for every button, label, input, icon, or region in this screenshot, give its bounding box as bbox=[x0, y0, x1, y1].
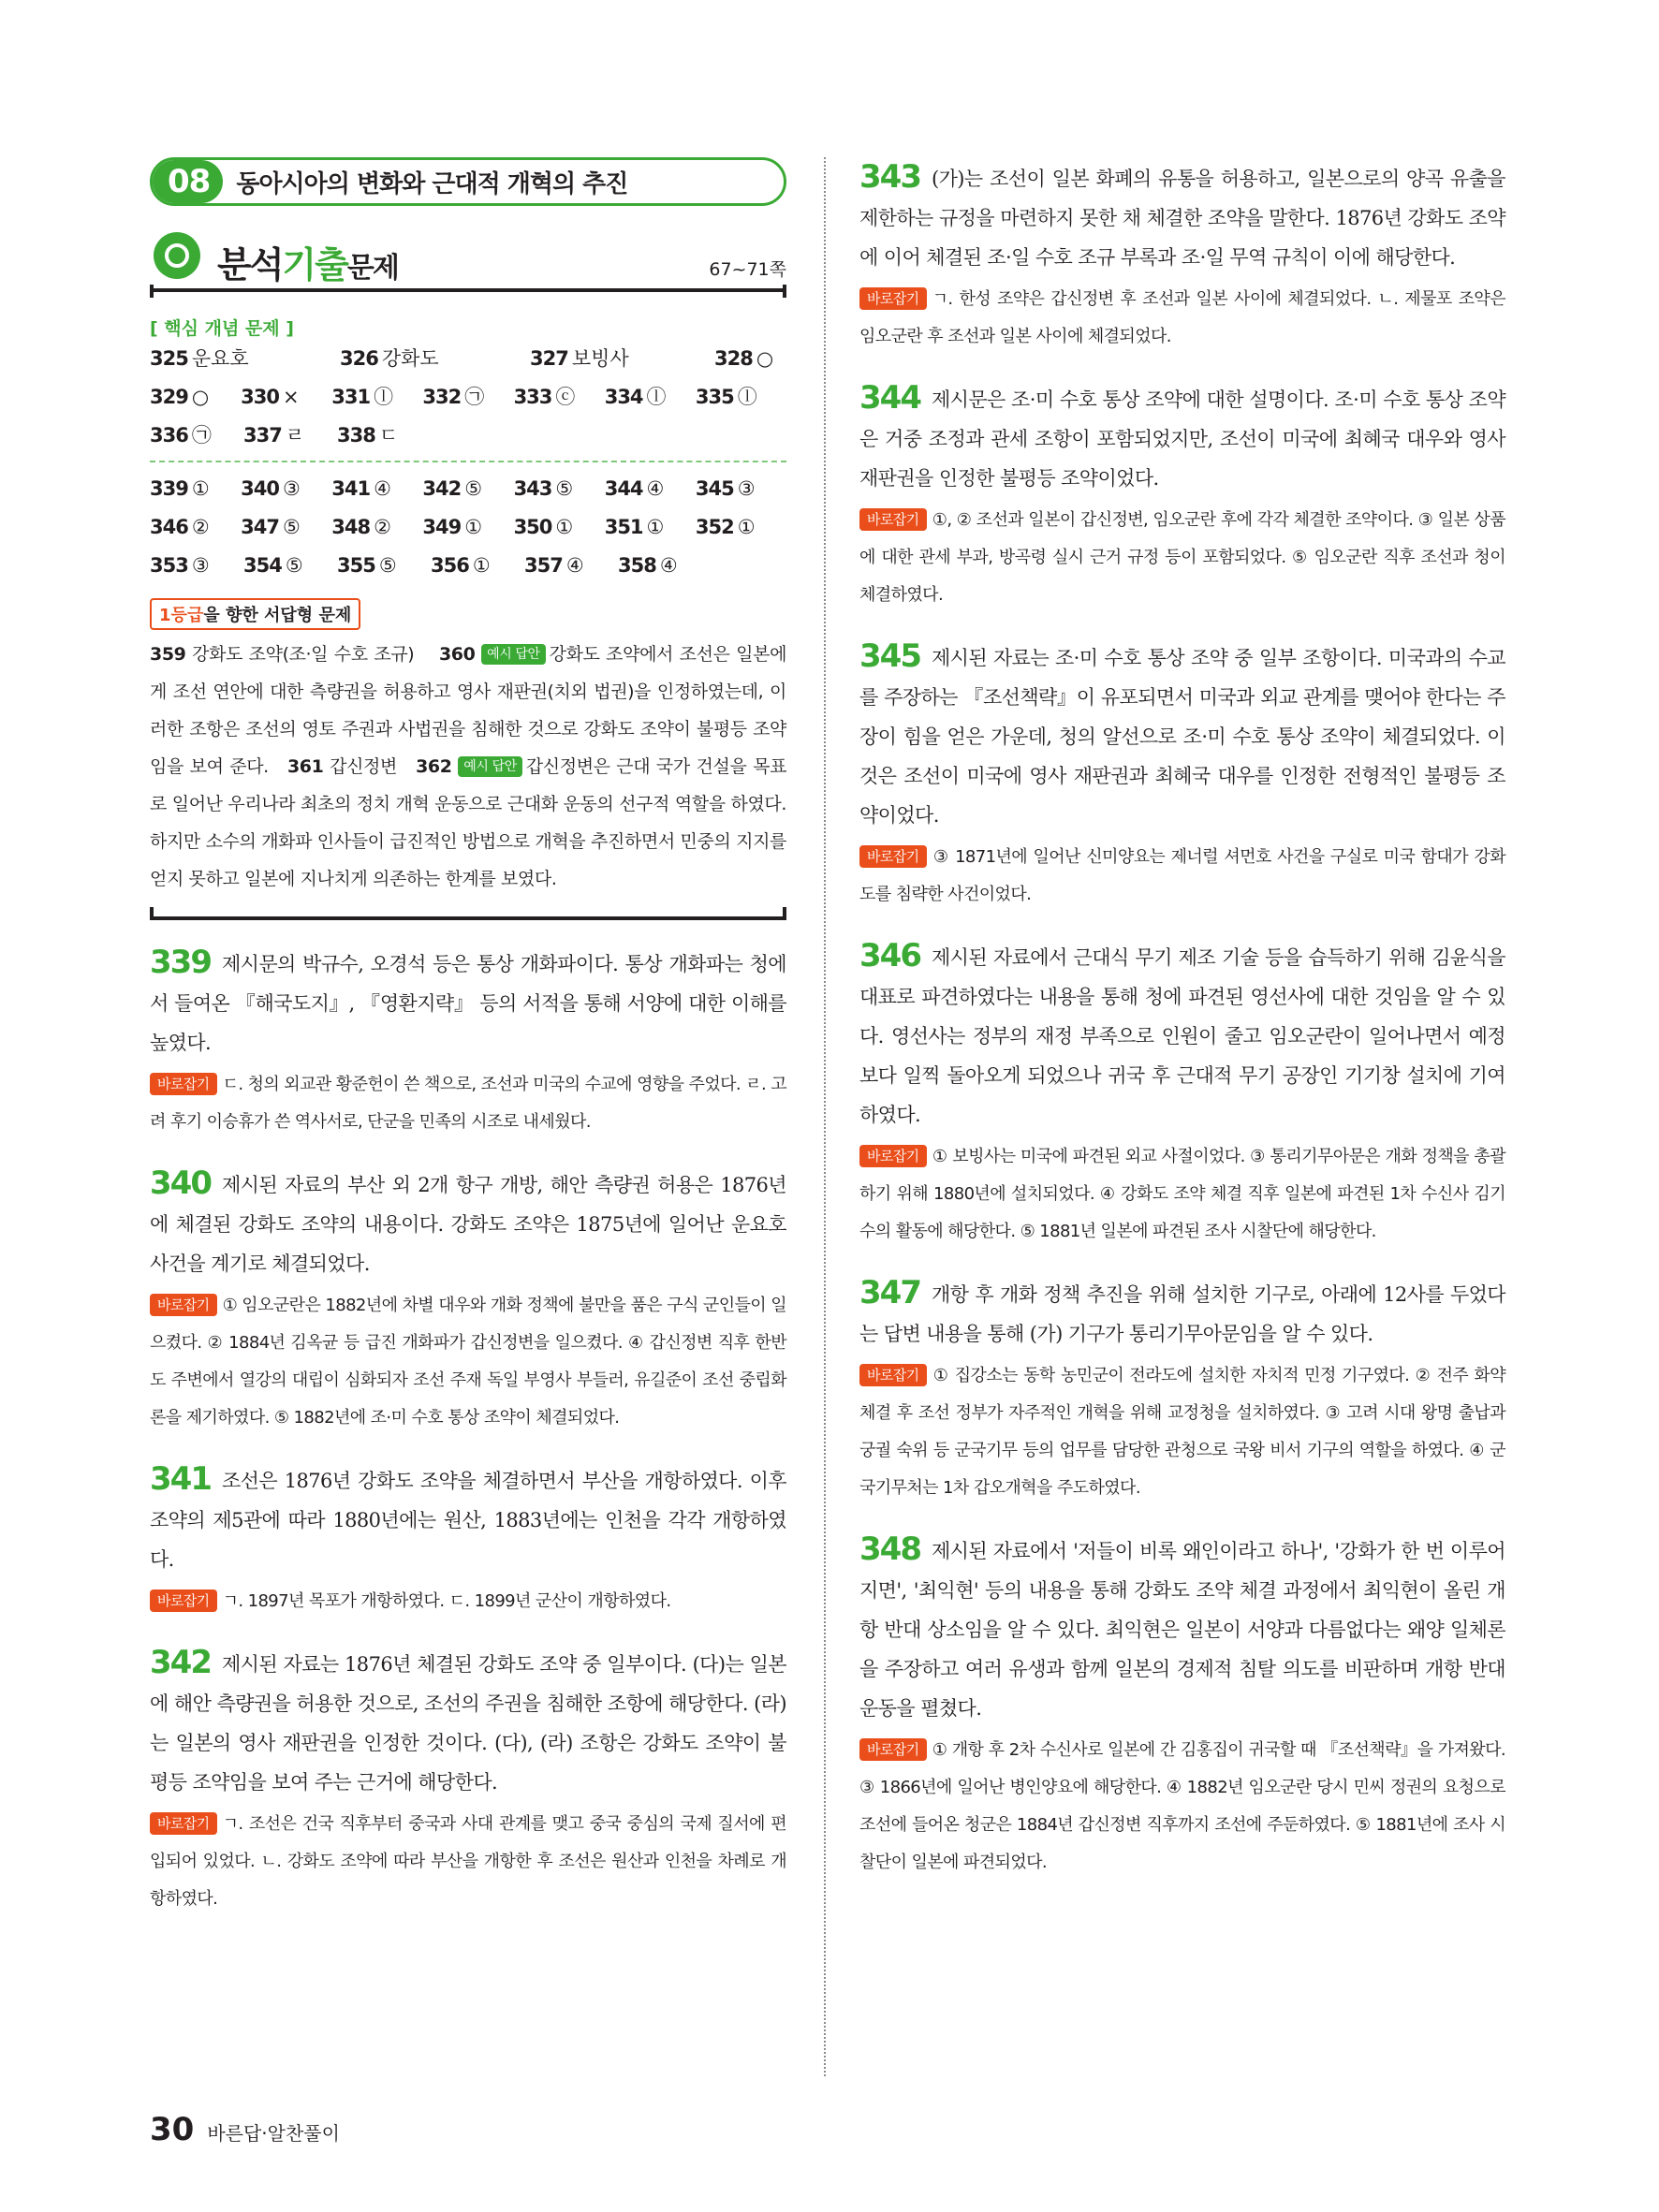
correction-tag: 바로잡기 bbox=[150, 1073, 217, 1095]
answer-item: 351 ① bbox=[604, 516, 665, 538]
correction-note: 바로잡기 ①, ② 조선과 일본이 갑신정변, 임오군란 후에 각각 체결한 조약이다. ③ 일본 상품에 대한 관세 부과, 방곡령 실시 근거 규정 등이 포함되었다. ⑤ 임오군란 직후 조선과 청이 체결하였다. bbox=[859, 510, 1505, 605]
correction-tag: 바로잡기 bbox=[859, 1145, 927, 1167]
right-column bbox=[859, 157, 1505, 1882]
question-number: 341 bbox=[150, 1460, 211, 1498]
answer-item: 340 ③ bbox=[241, 477, 301, 500]
explanation-item bbox=[859, 936, 1505, 1251]
explanation-item bbox=[859, 1530, 1505, 1882]
page-range: 67~71쪽 bbox=[709, 259, 786, 280]
answer-divider bbox=[150, 461, 786, 462]
explanation-text: 342 제시된 자료는 1876년 체결된 강화도 조약 중 일부이다. (다)는 일본에 해안 측량권을 허용한 것으로, 조선의 주권을 침해한 조항에 해당한다. (라)는 일본의 영사 재판권을 인정한 것이다. (다), (라) 조항은 강화도 조약이 불평등 조약임을 보여 주는 근거에 해당한다. bbox=[150, 1644, 786, 1794]
section-end-rule bbox=[150, 907, 786, 920]
correction-tag: 바로잡기 bbox=[859, 287, 927, 310]
question-number: 343 bbox=[859, 158, 920, 196]
question-number: 347 bbox=[859, 1274, 920, 1311]
answer-item: 350 ① bbox=[513, 516, 574, 538]
answer-item: 341 ④ bbox=[331, 477, 391, 500]
explanation-text: 344 제시문은 조·미 수호 통상 조약에 대한 설명이다. 조·미 수호 통상 조약은 거중 조정과 관세 조항이 포함되었지만, 조선이 미국에 최혜국 대우와 영사 재판권을 인정한 불평등 조약이었다. bbox=[859, 379, 1505, 490]
answer-item: 326 강화도 bbox=[340, 347, 439, 370]
explanation-text: 345 제시된 자료는 조·미 수호 통상 조약 중 일부 조항이다. 미국과의 수교를 주장하는 『조선책략』이 유포되면서 미국과 외교 관계를 맺어야 한다는 주장이 힘을 얻은 가운데, 청의 알선으로 조·미 수호 통상 조약이 체결되었다. 이것은 조선이 미국에 영사 재판권과 최혜국 대우를 인정한 전형적인 불평등 조약이었다. bbox=[859, 637, 1505, 827]
answer-item: 333 ⓒ bbox=[513, 386, 576, 408]
answer-item: 349 ① bbox=[422, 516, 483, 538]
question-number: 339 bbox=[150, 944, 211, 981]
section-banner bbox=[150, 157, 786, 206]
page-footer bbox=[150, 2111, 340, 2148]
analysis-logo-icon bbox=[150, 227, 210, 283]
question-number: 340 bbox=[150, 1165, 211, 1202]
answer-item: 343 ⑤ bbox=[513, 477, 574, 500]
explanation-item bbox=[859, 378, 1505, 614]
explanation-text: 348 제시된 자료에서 '저들이 비록 왜인이라고 하나', '강화가 한 번 이루어지면', '최익현' 등의 내용을 통해 강화도 조약 체결 과정에서 최익현이 올린 개항 반대 상소임을 알 수 있다. 최익현은 일본이 서양과 다름없다는 왜양 일체론을 주장하고 여러 유생과 함께 일본의 경제적 침탈 의도를 비판하며 개항 반대 운동을 펼쳤다. bbox=[859, 1531, 1505, 1720]
explanation-item bbox=[150, 943, 786, 1141]
answer-item: 357 ④ bbox=[524, 554, 584, 577]
explanation-item bbox=[859, 1273, 1505, 1507]
answer-item: 353 ③ bbox=[150, 554, 210, 577]
question-number: 344 bbox=[859, 379, 920, 417]
explanation-text: 347 개항 후 개화 정책 추진을 위해 설치한 기구로, 아래에 12사를 두었다는 답변 내용을 통해 (가) 기구가 통리기무아문임을 알 수 있다. bbox=[859, 1274, 1505, 1345]
footer-text: 바른답·알찬풀이 bbox=[207, 2122, 340, 2145]
explanation-text: 343 (가)는 조선이 일본 화폐의 유통을 허용하고, 일본으로의 양곡 유출을 제한하는 규정을 마련하지 못한 채 체결한 조약을 말한다. 1876년 강화도 조약에 이어 체결된 조·일 수호 조규 부록과 조·일 무역 규칙이 이에 해당한다. bbox=[859, 158, 1505, 269]
correction-tag: 바로잡기 bbox=[150, 1812, 217, 1835]
answer-item: 344 ④ bbox=[604, 477, 665, 500]
explanations-left bbox=[150, 943, 786, 1918]
explanation-item bbox=[150, 1164, 786, 1437]
answer-row bbox=[150, 470, 786, 508]
question-number: 346 bbox=[859, 937, 920, 974]
answer-item: 347 ⑤ bbox=[241, 516, 301, 538]
answer-row bbox=[150, 340, 786, 378]
answer-item: 354 ⑤ bbox=[243, 554, 303, 577]
explanation-text: 341 조선은 1876년 강화도 조약을 체결하면서 부산을 개항하였다. 이후 조약의 제5관에 따라 1880년에는 원산, 1883년에는 인천을 각각 개항하였다. bbox=[150, 1460, 786, 1571]
answer-item: 355 ⑤ bbox=[337, 554, 397, 577]
example-answer-badge: 예시 답안 bbox=[458, 756, 522, 777]
correction-note: 바로잡기 ① 보빙사는 미국에 파견된 외교 사절이었다. ③ 통리기무아문은 개화 정책을 총괄하기 위해 1880년에 설치되었다. ④ 강화도 조약 체결 직후 일본에 파견된 1차 수신사 김기수의 활동에 해당한다. ⑤ 1881년 일본에 파견된 조사 시찰단에 해당한다. bbox=[859, 1147, 1505, 1241]
correction-tag: 바로잡기 bbox=[859, 1738, 927, 1761]
correction-note: 바로잡기 ① 집강소는 동학 농민군이 전라도에 설치한 자치적 민정 기구였다. ② 전주 화약 체결 후 조선 정부가 자주적인 개혁을 위해 교정청을 설치하였다. ③ 고려 시대 왕명 출납과 궁궐 숙위 등 군국기무 등의 업무를 담당한 관청으로 국왕 비서 기구의 역할을 하였다. ④ 군국기무처는 1차 갑오개혁을 주도하였다. bbox=[859, 1366, 1505, 1498]
left-column bbox=[150, 157, 786, 1918]
correction-note: 바로잡기 ㄱ. 한성 조약은 갑신정변 후 조선과 일본 사이에 체결되었다. ㄴ. 제물포 조약은 임오군란 후 조선과 일본 사이에 체결되었다. bbox=[859, 289, 1505, 346]
answer-item: 327 보빙사 bbox=[530, 347, 629, 370]
question-number: 348 bbox=[859, 1531, 920, 1568]
short-answer-block: 359 강화도 조약(조·일 수호 조규) 360 예시 답안 강화도 조약에서 조선은 일본에게 조선 연안에 대한 측량권을 허용하고 영사 재판권(치외 법권)을 인정하였는데, 이러한 조항은 조선의 영토 주권과 사법권을 침해한 것으로 강화도 조약이 불평등 조약임을 보여 준다. 361 갑신정변 362 예시 답안 갑신정변은 근대 국가 건설을 목표로 일어난 우리나라 최초의 정치 개혁 운동으로 근대화 운동의 선구적 역할을 하였다. 하지만 소수의 개화파 인사들이 급진적인 방법으로 개혁을 추진하면서 민중의 지지를 얻지 못하고 일본에 지나치게 의존하는 한계를 보였다. bbox=[150, 644, 787, 889]
correction-note: 바로잡기 ① 개항 후 2차 수신사로 일본에 간 김홍집이 귀국할 때 『조선책략』을 가져왔다. ③ 1866년에 일어난 병인양요에 해당한다. ④ 1882년 임오군란 당시 민씨 정권의 요청으로 조선에 들어온 청군은 1884년 갑신정변 직후까지 조선에 주둔하였다. ⑤ 1881년에 조사 시찰단이 일본에 파견되었다. bbox=[859, 1740, 1505, 1872]
answer-grid bbox=[150, 340, 786, 585]
answer-item: 342 ⑤ bbox=[422, 477, 483, 500]
question-number: 342 bbox=[150, 1644, 211, 1681]
explanation-text: 340 제시된 자료의 부산 외 2개 항구 개방, 해안 측량권 허용은 1876년에 체결된 강화도 조약의 내용이다. 강화도 조약은 1875년에 일어난 운요호 사건을 계기로 체결되었다. bbox=[150, 1165, 786, 1275]
answer-item: 336 ㉠ bbox=[150, 424, 212, 447]
explanation-item bbox=[150, 1643, 786, 1918]
explanations-right bbox=[859, 157, 1505, 1882]
answer-item: 329 ○ bbox=[150, 386, 210, 408]
answer-item: 338 ㄷ bbox=[337, 424, 399, 447]
explanation-item bbox=[150, 1459, 786, 1620]
page-number: 30 bbox=[150, 2111, 195, 2148]
column-divider bbox=[824, 157, 826, 2076]
analysis-header bbox=[150, 227, 786, 292]
grade-label: 1등급을 향한 서답형 문제 bbox=[150, 598, 360, 630]
correction-note: 바로잡기 ㄱ. 1897년 목포가 개항하였다. ㄷ. 1899년 군산이 개항하였다. bbox=[150, 1583, 786, 1620]
section-title: 동아시아의 변화와 근대적 개혁의 추진 bbox=[236, 169, 628, 198]
answer-row bbox=[150, 378, 786, 417]
answer-item: 325 운요호 bbox=[150, 347, 249, 370]
example-answer-badge: 예시 답안 bbox=[481, 644, 546, 665]
explanation-text: 339 제시문의 박규수, 오경석 등은 통상 개화파이다. 통상 개화파는 청에서 들여온 『해국도지』, 『영환지략』 등의 서적을 통해 서양에 대한 이해를 높였다. bbox=[150, 944, 786, 1054]
answer-item: 348 ② bbox=[331, 516, 391, 538]
correction-tag: 바로잡기 bbox=[150, 1294, 217, 1316]
answer-item: 337 ㄹ bbox=[243, 424, 305, 447]
correction-note: 바로잡기 ㄷ. 청의 외교관 황준헌이 쓴 책으로, 조선과 미국의 수교에 영향을 주었다. ㄹ. 고려 후기 이승휴가 쓴 역사서로, 단군을 민족의 시조로 내세웠다. bbox=[150, 1075, 786, 1132]
correction-note: 바로잡기 ③ 1871년에 일어난 신미양요는 제너럴 셔먼호 사건을 구실로 미국 함대가 강화도를 침략한 사건이었다. bbox=[859, 847, 1505, 904]
answer-item: 335 ⓛ bbox=[695, 386, 757, 408]
correction-tag: 바로잡기 bbox=[150, 1589, 217, 1612]
correction-tag: 바로잡기 bbox=[859, 508, 927, 531]
correction-tag: 바로잡기 bbox=[859, 1364, 927, 1386]
answer-item: 328 ○ bbox=[714, 347, 774, 370]
answer-row bbox=[150, 547, 786, 585]
explanation-item bbox=[859, 637, 1505, 914]
core-concept-label: [ 핵심 개념 문제 ] bbox=[150, 318, 294, 339]
answer-item: 330 × bbox=[241, 386, 300, 408]
answer-item: 356 ① bbox=[431, 554, 491, 577]
correction-note: 바로잡기 ㄱ. 조선은 건국 직후부터 중국과 사대 관계를 맺고 중국 중심의 국제 질서에 편입되어 있었다. ㄴ. 강화도 조약에 따라 부산을 개항한 후 조선은 원산과 인천을 차례로 개항하였다. bbox=[150, 1814, 786, 1909]
answer-item: 339 ① bbox=[150, 477, 210, 500]
correction-note: 바로잡기 ① 임오군란은 1882년에 차별 대우와 개화 정책에 불만을 품은 구식 군인들이 일으켰다. ② 1884년 김옥균 등 급진 개화파가 갑신정변을 일으켰다. ④ 갑신정변 직후 한반도 주변에서 열강의 대립이 심화되자 조선 주재 독일 부영사 부들러, 유길준이 조선 중립화론을 제기하였다. ⑤ 1882년에 조·미 수호 통상 조약이 체결되었다. bbox=[150, 1296, 786, 1428]
answer-item: 334 ⓛ bbox=[604, 386, 667, 408]
correction-tag: 바로잡기 bbox=[859, 845, 927, 868]
answer-item: 345 ③ bbox=[695, 477, 756, 500]
analysis-title: 분석기출문제 bbox=[217, 244, 398, 286]
explanation-text: 346 제시된 자료에서 근대식 무기 제조 기술 등을 습득하기 위해 김윤식을 대표로 파견하였다는 내용을 통해 청에 파견된 영선사에 대한 것임을 알 수 있다. 영선사는 정부의 재정 부족으로 인원이 줄고 임오군란이 일어나면서 예정보다 일찍 돌아오게 되었으나 귀국 후 근대적 무기 공장인 기기창 설치에 기여하였다. bbox=[859, 937, 1505, 1126]
answer-item: 332 ㉠ bbox=[422, 386, 485, 408]
answer-item: 346 ② bbox=[150, 516, 210, 538]
answer-item: 331 ⓛ bbox=[331, 386, 394, 408]
answer-item: 352 ① bbox=[695, 516, 756, 538]
answer-item: 358 ④ bbox=[618, 554, 678, 577]
section-number: 08 bbox=[153, 160, 223, 203]
question-number: 345 bbox=[859, 637, 920, 675]
answer-row bbox=[150, 508, 786, 547]
explanation-item bbox=[859, 157, 1505, 356]
answer-row bbox=[150, 417, 786, 455]
